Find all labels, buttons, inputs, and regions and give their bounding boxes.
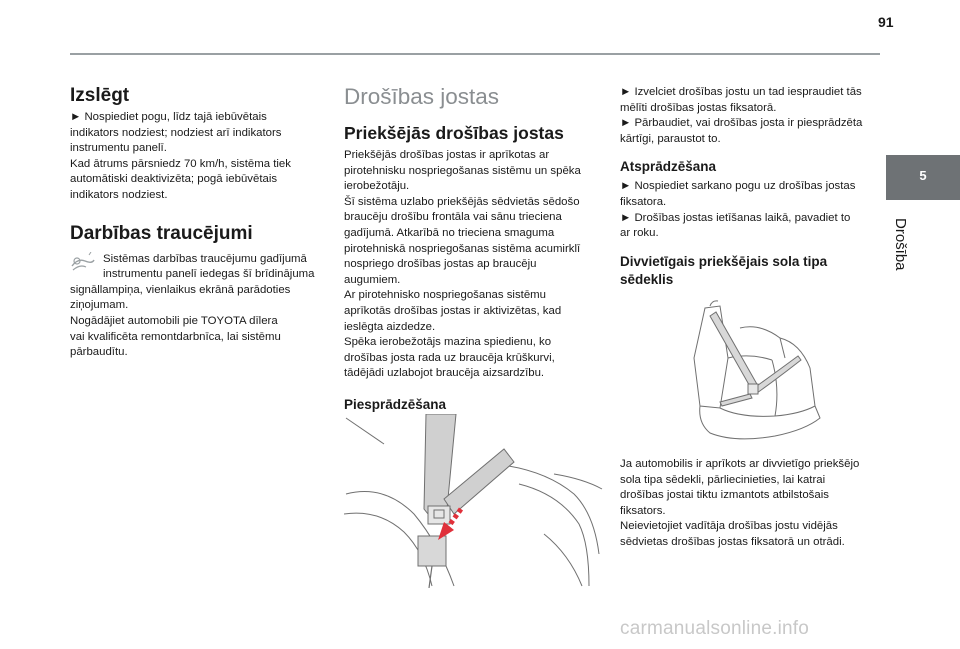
text-line: mēlīti drošības jostas fiksatorā. xyxy=(620,101,777,114)
bench-text xyxy=(620,457,882,551)
text-line: sēdvietas drošības jostas fiksatorā un otrādi. xyxy=(620,535,845,548)
darbibas-text xyxy=(70,252,340,361)
text-line: instrumentu panelī iedegas šī brīdinājuma xyxy=(103,268,315,281)
unfasten-steps xyxy=(620,179,882,241)
text-line: sola tipa sēdekli, pārliecinieties, lai katrai xyxy=(620,473,826,486)
chapter-tab[interactable] xyxy=(886,155,960,200)
text-line: augumiem. xyxy=(344,273,401,286)
text-line: ar roku. xyxy=(620,227,659,240)
text-line: instrumentu panelī. xyxy=(70,142,167,155)
text-line: pārbaudītu. xyxy=(70,346,128,359)
darbibas-heading: Darbības traucējumi xyxy=(70,222,253,244)
text-line: ierobežotāju. xyxy=(344,180,410,193)
fasten-steps xyxy=(620,85,882,147)
text-line: gadījumā. Atkarībā no trieciena smaguma xyxy=(344,226,555,239)
text-line: Sistēmas darbības traucējumu gadījumā xyxy=(103,252,307,265)
chapter-tab-title xyxy=(891,218,911,288)
text-line: ► Nospiediet sarkano pogu uz drošības jostas xyxy=(620,180,856,193)
page-number: 91 xyxy=(878,14,894,30)
text-line: ► Nospiediet pogu, līdz tajā iebūvētais xyxy=(70,111,267,123)
text-line: ► Drošības jostas ietīšanas laikā, pavadiet to xyxy=(620,211,851,224)
chapter-tab-title-text: Drošība xyxy=(892,218,909,271)
middle-column xyxy=(344,83,604,414)
text-line: Ja automobilis ir aprīkots ar divvietīgo priekšējo xyxy=(620,458,860,470)
section-title: Drošības jostas xyxy=(344,84,500,109)
chapter-tab-number: 5 xyxy=(919,168,927,183)
bench-seat-illustration xyxy=(680,298,830,446)
text-line: ► Pārbaudiet, vai drošības josta ir piesprādzēta xyxy=(620,117,863,130)
bench-heading xyxy=(620,253,882,289)
text-line: automātiski deaktivizēta; pogā iebūvētais xyxy=(70,173,278,186)
header-rule xyxy=(70,53,880,55)
izslegt-text xyxy=(70,110,340,204)
text-line: drošības jostai tiktu izmantots atbilstošais xyxy=(620,489,829,502)
text-line: aprīkotās drošības jostas ir aktivizētas, kad xyxy=(344,304,562,317)
text-line: Ar pirotehnisko nospriegošanas sistēmu xyxy=(344,289,546,302)
text-line: ieslēgta aizdedze. xyxy=(344,320,436,333)
text-line: signāllampiņa, vienlaikus ekrānā parādoties xyxy=(70,283,291,296)
text-line: indikators nodziest; nodziest arī indikators xyxy=(70,126,282,139)
text-line: pirotehniskā nospriegošanas sistēma acumirklī xyxy=(344,242,581,255)
text-line: Šī sistēma uzlabo priekšējās sēdvietās sēdošo xyxy=(344,195,580,208)
text-line: tādējādi uzlabojot braucēja aizsardzību. xyxy=(344,367,545,380)
text-line: ► Izvelciet drošības jostu un tad iespraudiet tās xyxy=(620,86,862,98)
front-belts-text xyxy=(344,148,604,382)
text-line: fiksators. xyxy=(620,504,666,517)
bench-heading-line: Divvietīgais priekšējais sola tipa xyxy=(620,253,828,269)
text-line: pirotehnisku nospriegošanas sistēmu un spēka xyxy=(344,164,581,177)
text-line: indikators nodziest. xyxy=(70,188,168,201)
text-line: fiksatora. xyxy=(620,195,667,208)
text-line: nospriego drošības jostas ap braucēju xyxy=(344,258,537,271)
text-line: braucēju drošību frontāla vai sānu trieciena xyxy=(344,211,562,224)
text-line: ziņojumam. xyxy=(70,299,129,312)
buckle-illustration xyxy=(344,414,606,588)
text-line: Neievietojiet vadītāja drošības jostu vidējās xyxy=(620,520,838,533)
left-column xyxy=(70,84,340,361)
text-line: kārtīgi, paraustot to. xyxy=(620,132,721,145)
watermark[interactable]: carmanualsonline.info xyxy=(620,618,810,639)
fasten-heading: Piesprādzēšana xyxy=(344,396,447,412)
unfasten-heading: Atsprādzēšana xyxy=(620,159,717,175)
text-line: Spēka ierobežotājs mazina spiedienu, ko xyxy=(344,336,552,349)
text-line: vai kvalificēta remontdarbnīca, lai sistēmu xyxy=(70,330,281,343)
text-line: Priekšējās drošības jostas ir aprīkotas ar xyxy=(344,149,550,161)
text-line: Kad ātrums pārsniedz 70 km/h, sistēma tiek xyxy=(70,157,291,170)
text-line: Nogādājiet automobili pie TOYOTA dīlera xyxy=(70,314,278,327)
front-belts-heading: Priekšējās drošības jostas xyxy=(344,123,564,143)
izslegt-heading: Izslēgt xyxy=(70,85,130,106)
text-line: drošības josta rada uz braucēja krūškurvi, xyxy=(344,351,555,364)
right-column xyxy=(620,85,882,289)
warning-lamp-icon xyxy=(70,252,96,274)
bench-heading-line: sēdeklis xyxy=(620,271,674,287)
